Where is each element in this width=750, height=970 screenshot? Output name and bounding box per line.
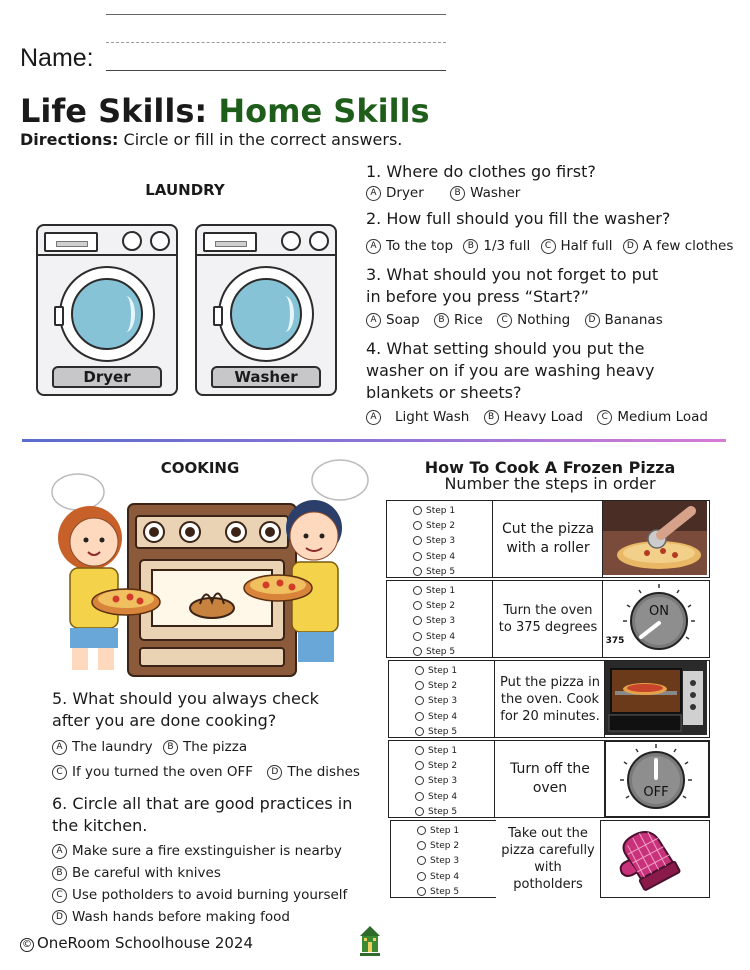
step-row-1 (386, 500, 710, 578)
q2-option-d[interactable]: D A few clothes (623, 238, 734, 254)
dial-temp-label: 375 (605, 636, 625, 646)
title-prefix: Life Skills: (20, 92, 208, 130)
directions-text: Circle or fill in the correct answers. (123, 130, 403, 149)
question-5-options-row2 (52, 764, 370, 780)
question-2-options (366, 238, 733, 254)
q5-option-d[interactable]: D The dishes (267, 764, 360, 780)
question-3-options (366, 312, 673, 328)
step-selector-5: Step 1 Step 2 Step 3 Step 4 Step 5 (390, 820, 498, 898)
directions (20, 130, 402, 149)
step-instruction: Put the pizza in the oven. Cook for 20 minutes. (494, 660, 606, 738)
copyright-icon: © (22, 939, 32, 950)
question-1: 1. Where do clothes go first? (366, 162, 596, 181)
step-row-2 (386, 580, 710, 658)
question-1-options (366, 185, 530, 201)
question-6: 6. Circle all that are good practices in the kitchen. (52, 794, 353, 835)
directions-label: Directions: (20, 130, 119, 149)
question-4: 4. What setting should you put the washer on if you are washing heavy blankets or sheets? (366, 339, 655, 402)
q2-option-b[interactable]: B 1/3 full (463, 238, 530, 254)
q5-option-a[interactable]: A The laundry (52, 739, 153, 755)
question-3: 3. What should you not forget to put in before you press “Start?” (366, 265, 659, 306)
pizza-cutter-photo (602, 500, 710, 578)
q3-option-a[interactable]: A Soap (366, 312, 420, 328)
kids-cooking-illustration (36, 456, 376, 682)
q3-option-b[interactable]: B Rice (434, 312, 483, 328)
question-4-options (366, 409, 718, 425)
q5-option-b[interactable]: B The pizza (163, 739, 247, 755)
oven-dial-off-icon (604, 740, 710, 818)
pizza-title: How To Cook A Frozen Pizza (424, 458, 676, 477)
q3-option-c[interactable]: C Nothing (497, 312, 570, 328)
q5-option-c[interactable]: C If you turned the oven OFF (52, 764, 253, 780)
washer-illustration (195, 224, 337, 396)
page-title (20, 92, 430, 130)
question-5-options-row1 (52, 739, 257, 755)
laundry-heading: LAUNDRY (145, 181, 225, 199)
step-instruction: Cut the pizza with a roller (492, 500, 604, 578)
name-guide-top-line (106, 14, 446, 15)
footer-text: OneRoom Schoolhouse 2024 (37, 934, 253, 952)
name-label: Name: (20, 44, 94, 72)
question-2: 2. How full should you fill the washer? (366, 209, 671, 228)
q6-option-b[interactable]: B Be careful with knives (52, 865, 221, 881)
step-instruction: Turn off the oven (494, 740, 606, 818)
dryer-label: Dryer (52, 366, 162, 388)
oven-dial-on-icon (602, 580, 710, 658)
name-write-line[interactable] (106, 70, 446, 71)
step-row-3 (388, 660, 710, 738)
section-divider (22, 439, 726, 442)
q2-option-c[interactable]: C Half full (541, 238, 613, 254)
title-topic: Home Skills (218, 92, 430, 130)
step-row-4 (388, 740, 710, 818)
step-selector-2: Step 1 Step 2 Step 3 Step 4 Step 5 (386, 580, 494, 658)
pizza-subtitle: Number the steps in order (444, 474, 656, 493)
step-row-5 (390, 820, 710, 898)
dial-off-label: OFF (643, 785, 669, 800)
oven-pizza-photo (604, 660, 710, 738)
name-guide-dashed-line (106, 42, 446, 43)
q3-option-d[interactable]: D Bananas (585, 312, 663, 328)
q6-option-d[interactable]: D Wash hands before making food (52, 909, 290, 925)
q1-option-b[interactable]: B Washer (450, 185, 520, 201)
q4-option-b[interactable]: B Heavy Load (484, 409, 583, 425)
q2-option-a[interactable]: A To the top (366, 238, 453, 254)
cooking-heading: COOKING (160, 459, 240, 477)
step-selector-4: Step 1 Step 2 Step 3 Step 4 Step 5 (388, 740, 496, 818)
q6-option-a[interactable]: A Make sure a fire exstinguisher is nearby (52, 843, 342, 859)
oven-mitt-icon (600, 820, 710, 898)
question-5: 5. What should you always check after you are done cooking? (52, 689, 319, 730)
footer-copyright (20, 934, 253, 952)
dial-on-label: ON (649, 604, 669, 619)
step-selector-1: Step 1 Step 2 Step 3 Step 4 Step 5 (386, 500, 494, 578)
washer-label: Washer (211, 366, 321, 388)
q6-option-c[interactable]: C Use potholders to avoid burning yourself (52, 887, 347, 903)
step-selector-3: Step 1 Step 2 Step 3 Step 4 Step 5 (388, 660, 496, 738)
dryer-illustration (36, 224, 178, 396)
q1-option-a[interactable]: A Dryer (366, 185, 424, 201)
q4-option-c[interactable]: C Medium Load (597, 409, 708, 425)
step-instruction: Turn the oven to 375 degrees (492, 580, 604, 658)
schoolhouse-logo-icon (358, 924, 382, 960)
q4-option-a[interactable]: A Light Wash (366, 409, 469, 425)
step-instruction: Take out the pizza carefully with potholders (496, 820, 600, 898)
